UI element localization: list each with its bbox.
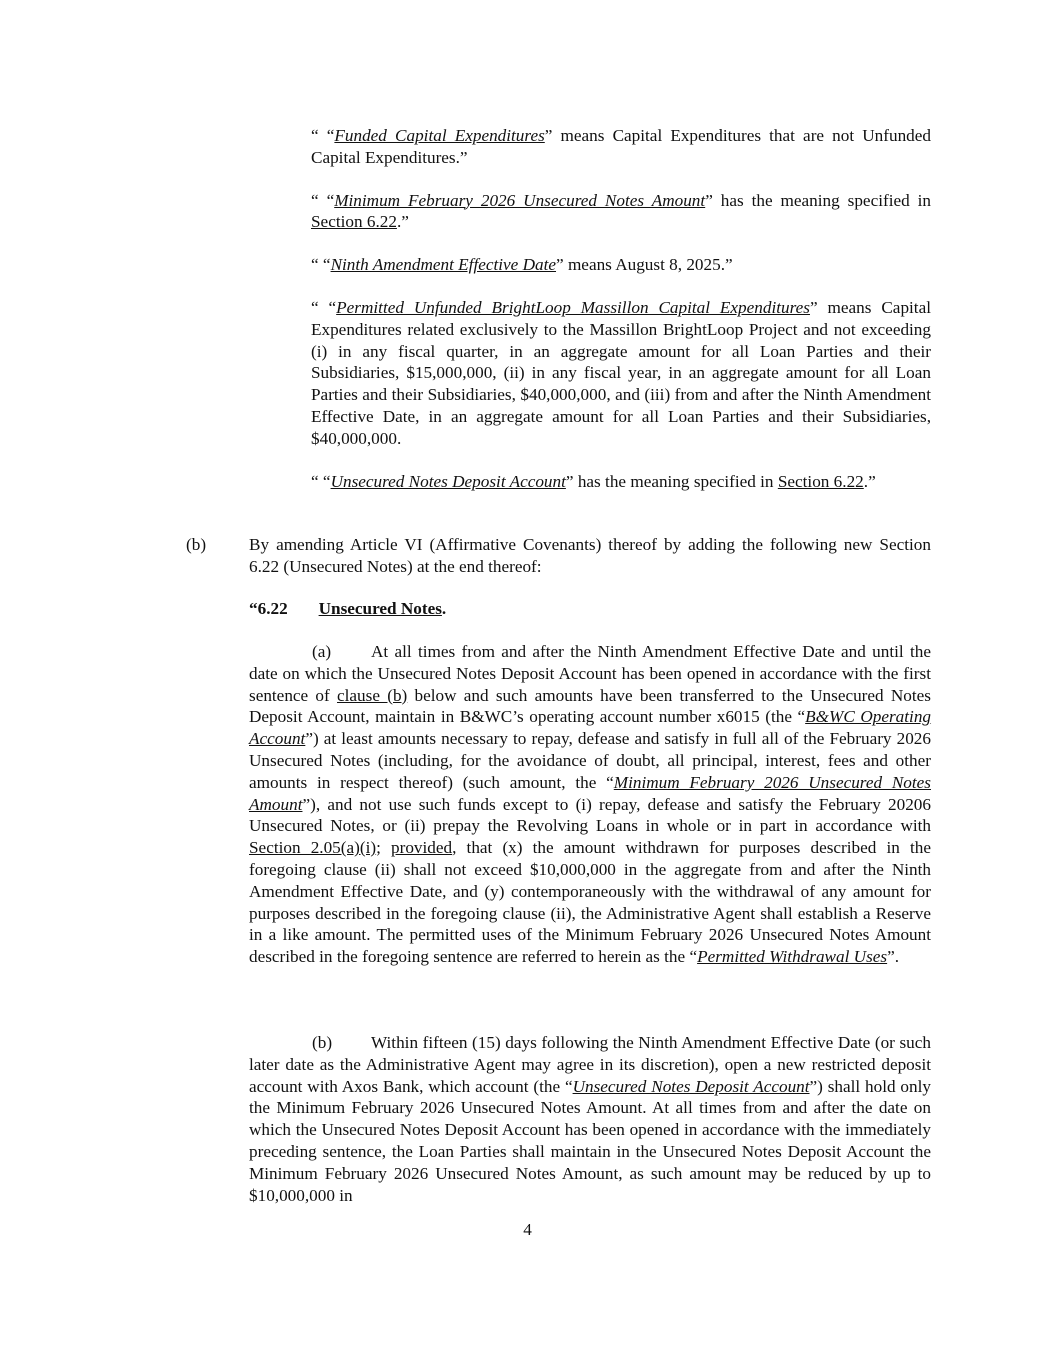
- paragraph-b: [249, 1032, 931, 1206]
- section-title: Unsecured Notes: [318, 599, 442, 618]
- section-heading: [249, 598, 446, 620]
- defined-term: B&WC Operating Account: [249, 707, 932, 749]
- defined-term: Unsecured Notes Deposit Account: [572, 1076, 810, 1096]
- definition-text: ” means Capital Expenditures related exclusively to the Massillon BrightLoop Project and not exceeding (i) in any fiscal quarter, in an aggregate amount for all Loan Parties and their Subsidiaries, $15,000,000, (ii) in any fiscal year, in an aggregate amount for all Loan Parties and their Subsidiaries, $40,000,000, and (iii) from and after the Ninth Amendment Effective Date, in an aggregate amount for all Loan Parties and their Subsidiaries, $40,000,000.: [311, 297, 931, 448]
- text-segment: below and such amounts have been transferred to the Unsecured Notes Deposit Account, maintain in B&WC’s operating account number x6015 (the “: [249, 685, 931, 727]
- definition-unsecured-notes-deposit-account: [311, 471, 931, 493]
- text-segment: , that (x) the amount withdrawn for purposes described in the foregoing clause (ii) shall not exceed $10,000,000 in the aggregate from and after the Ninth Amendment Effective Date, and (y) contemporaneously with the withdrawal of any amount for purposes described in the foregoing clause (ii), the Administrative Agent shall establish a Reserve in a like amount. The permitted uses of the Minimum February 2026 Unsecured Notes Amount described in the foregoing sentence are referred to herein as the “: [249, 838, 932, 967]
- definition-ninth-amendment-date: [311, 254, 931, 276]
- open-quotes: “ “: [311, 255, 331, 275]
- paragraph-a: [249, 641, 931, 968]
- closing-punct: .”: [396, 212, 409, 232]
- page-number: 4: [523, 1220, 532, 1239]
- definition-funded-capex: [311, 125, 931, 169]
- text-segment: At all times from and after the Ninth Amendment Effective Date and until the date on which the Unsecured Notes Deposit Account has been opened in accordance with the first sentence of: [249, 642, 931, 705]
- defined-term: Permitted Withdrawal Uses: [697, 947, 888, 967]
- section-reference: Section 2.05(a)(i): [249, 838, 377, 858]
- definition-text: ” means Capital Expenditures that are not Unfunded Capital Expenditures.”: [311, 126, 931, 167]
- closing-punct: .”: [863, 471, 876, 491]
- paragraph-b-text: [249, 1032, 931, 1206]
- clause-reference: clause (b): [337, 685, 408, 705]
- defined-term: Funded Capital Expenditures: [334, 126, 545, 145]
- defined-term: Unsecured Notes Deposit Account: [330, 471, 566, 491]
- section-reference: Section 6.22: [777, 471, 864, 491]
- text-segment: ”), and not use such funds except to (i) repay, defease and satisfy the February 20206 Unsecured Notes, or (ii) prepay the Revolving Loans in whole or in part in accordance with: [249, 794, 931, 836]
- item-label: (b): [186, 535, 207, 554]
- open-quotes: “ “: [311, 126, 335, 145]
- defined-term: Minimum February 2026 Unsecured Notes Amount: [249, 772, 931, 814]
- defined-term: Ninth Amendment Effective Date: [330, 255, 557, 275]
- definition-permitted-unfunded-capex: [311, 297, 931, 450]
- text-segment: ”.: [887, 947, 900, 967]
- definition-minimum-feb-2026: [311, 190, 931, 234]
- provided-term: provided: [391, 838, 453, 858]
- text-segment: Within fifteen (15) days following the Ninth Amendment Effective Date (or such later date as the Administrative Agent may agree in its discretion), open a new restricted deposit account with Axos Bank, which account (the “: [249, 1033, 931, 1096]
- open-quotes: “ “: [311, 297, 337, 317]
- section-reference: Section 6.22: [311, 212, 397, 232]
- paragraph-label: (b): [312, 1033, 333, 1052]
- definition-text: ” means August 8, 2025.”: [556, 255, 733, 275]
- defined-term: Permitted Unfunded BrightLoop Massillon Capital Expenditures: [336, 297, 810, 317]
- paragraph-a-text: [249, 641, 931, 968]
- open-quotes: “ “: [311, 190, 335, 210]
- definition-text: ” has the meaning specified in: [705, 190, 931, 210]
- open-quotes: “ “: [311, 471, 331, 491]
- item-text: By amending Article VI (Affirmative Covenants) thereof by adding the following new Section 6.22 (Unsecured Notes) at the end thereof:: [249, 535, 931, 576]
- amendment-item-b: [186, 534, 931, 578]
- text-segment: ”) at least amounts necessary to repay, defease and satisfy in full all of the February 2026 Unsecured Notes (including, for the avoidance of doubt, all principal, interest, fees and other amounts in respect thereof) (such amount, the “: [249, 729, 931, 792]
- paragraph-label: (a): [312, 642, 332, 661]
- open-quote: “: [249, 599, 258, 618]
- text-segment: ;: [376, 838, 391, 858]
- definition-text: ” has the meaning specified in: [565, 471, 778, 491]
- defined-term: Minimum February 2026 Unsecured Notes Amount: [334, 190, 706, 210]
- text-segment: ”) shall hold only the Minimum February 2026 Unsecured Notes Amount. At all times from and after the date on which the Unsecured Notes Deposit Account has been opened in accordance with the immediately preceding sentence, the Loan Parties shall maintain in the Unsecured Notes Deposit Account the Minimum February 2026 Unsecured Notes Amount, as such amount may be reduced by up to $10,000,000 in: [249, 1076, 931, 1205]
- section-number: 6.22: [257, 599, 288, 618]
- definitions-list: [311, 125, 931, 513]
- section-period: .: [441, 599, 447, 618]
